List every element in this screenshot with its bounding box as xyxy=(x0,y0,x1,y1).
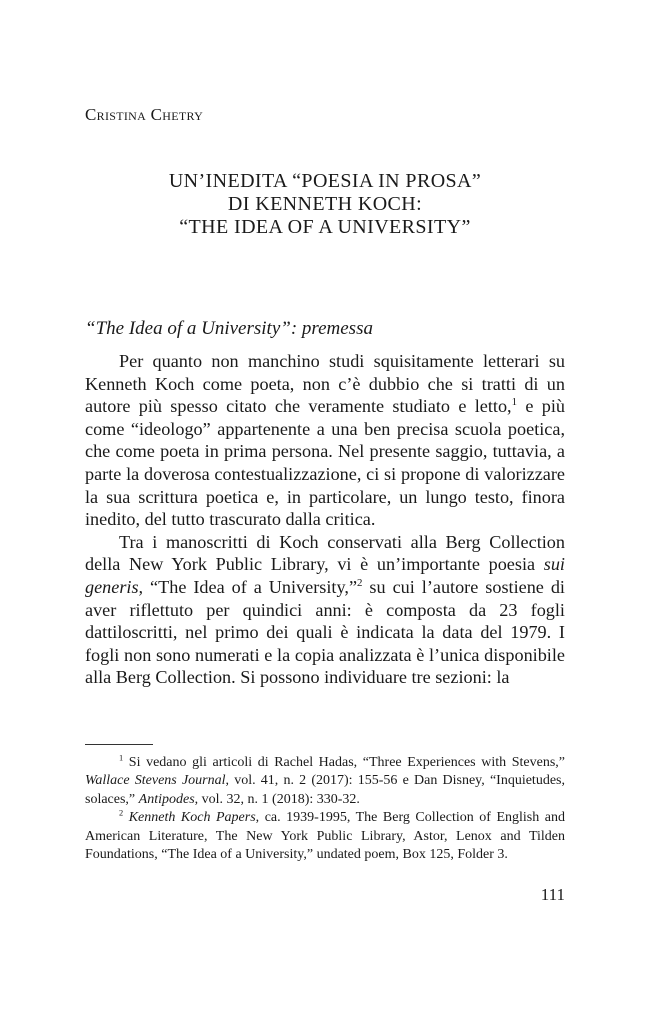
page-number: 111 xyxy=(540,885,565,904)
footnote-2 xyxy=(85,809,565,864)
footnote-2-number: 2 xyxy=(119,808,124,818)
paragraph-1-text-a: Per quanto non manchino studi squisitamente letterari su Kenneth Koch come poeta, non c’è dubbio che si tratti di un autore più spesso citato che veramente studiato e letto, xyxy=(85,351,565,417)
footnote-2-italic-1: Kenneth Koch Papers xyxy=(123,810,256,826)
title-line-3: “THE IDEA OF A UNIVERSITY” xyxy=(179,216,471,238)
paragraph-2-italic: sui generis, xyxy=(85,554,565,597)
paragraph-2-text-b: “The Idea of a University,” xyxy=(143,576,358,597)
footnote-separator xyxy=(85,744,153,745)
footnote-1-number: 1 xyxy=(119,753,124,763)
paragraph-2-text-c: su cui l’autore sostiene di aver riflettuto per quindici anni: è composta da 23 fogli dattiloscritti, nel primo dei quali è indicata la data del 1979. I fogli non sono numerati e la copia analizzata è l’unica disponibile alla Berg Collection. Si possono individuare tre sezioni: la xyxy=(85,576,565,688)
footnote-1-text-c: , vol. 32, n. 1 (2018): 330-32. xyxy=(194,791,360,807)
footnote-1-italic-2: Antipodes xyxy=(138,791,195,807)
footnote-1 xyxy=(85,754,565,809)
footnote-2-text-a: , ca. 1939-1995, The Berg Collection of English and American Literature, The New York Public Library, Astor, Lenox and Tilden Foundations, “The Idea of a University,” undated poem, Box 125, Folder 3. xyxy=(85,810,565,863)
body-text xyxy=(85,350,565,689)
title-line-1: UN’INEDITA “POESIA IN PROSA” xyxy=(168,170,482,192)
footnote-1-text-b: , vol. 41, n. 2 (2017): 155-56 e Dan Disney, “Inquietudes, solaces,” xyxy=(85,773,565,807)
footnote-1-italic-1: Wallace Stevens Journal xyxy=(85,773,226,789)
paragraph-2 xyxy=(85,531,565,689)
paragraph-2-text-a: Tra i manoscritti di Koch conservati alla Berg Collection della New York Public Library, vi è un’importante poesia xyxy=(85,531,565,575)
running-head: Cristina Chetry xyxy=(85,105,204,124)
article-title xyxy=(85,170,565,239)
paragraph-1 xyxy=(85,350,565,531)
footnote-ref-1[interactable]: 1 xyxy=(511,396,518,409)
section-heading: “The Idea of a University”: premessa xyxy=(85,318,373,339)
footnotes xyxy=(85,754,565,864)
title-line-2: DI KENNETH KOCH: xyxy=(227,193,423,215)
footnote-ref-2[interactable]: 2 xyxy=(357,576,363,589)
paragraph-1-text-b: e più come “ideologo” appartenente a una ben precisa scuola poetica, che come poeta in prima persona. Nel presente saggio, tuttavia, a parte la doverosa contestualizzazione, ci si propone di valorizzare la sua scrittura poetica e, in particolare, un lungo testo, finora inedito, del tutto trascurato dalla critica. xyxy=(85,396,565,530)
footnote-1-text-a: Si vedano gli articoli di Rachel Hadas, “Three Experiences with Stevens,” xyxy=(123,755,565,770)
